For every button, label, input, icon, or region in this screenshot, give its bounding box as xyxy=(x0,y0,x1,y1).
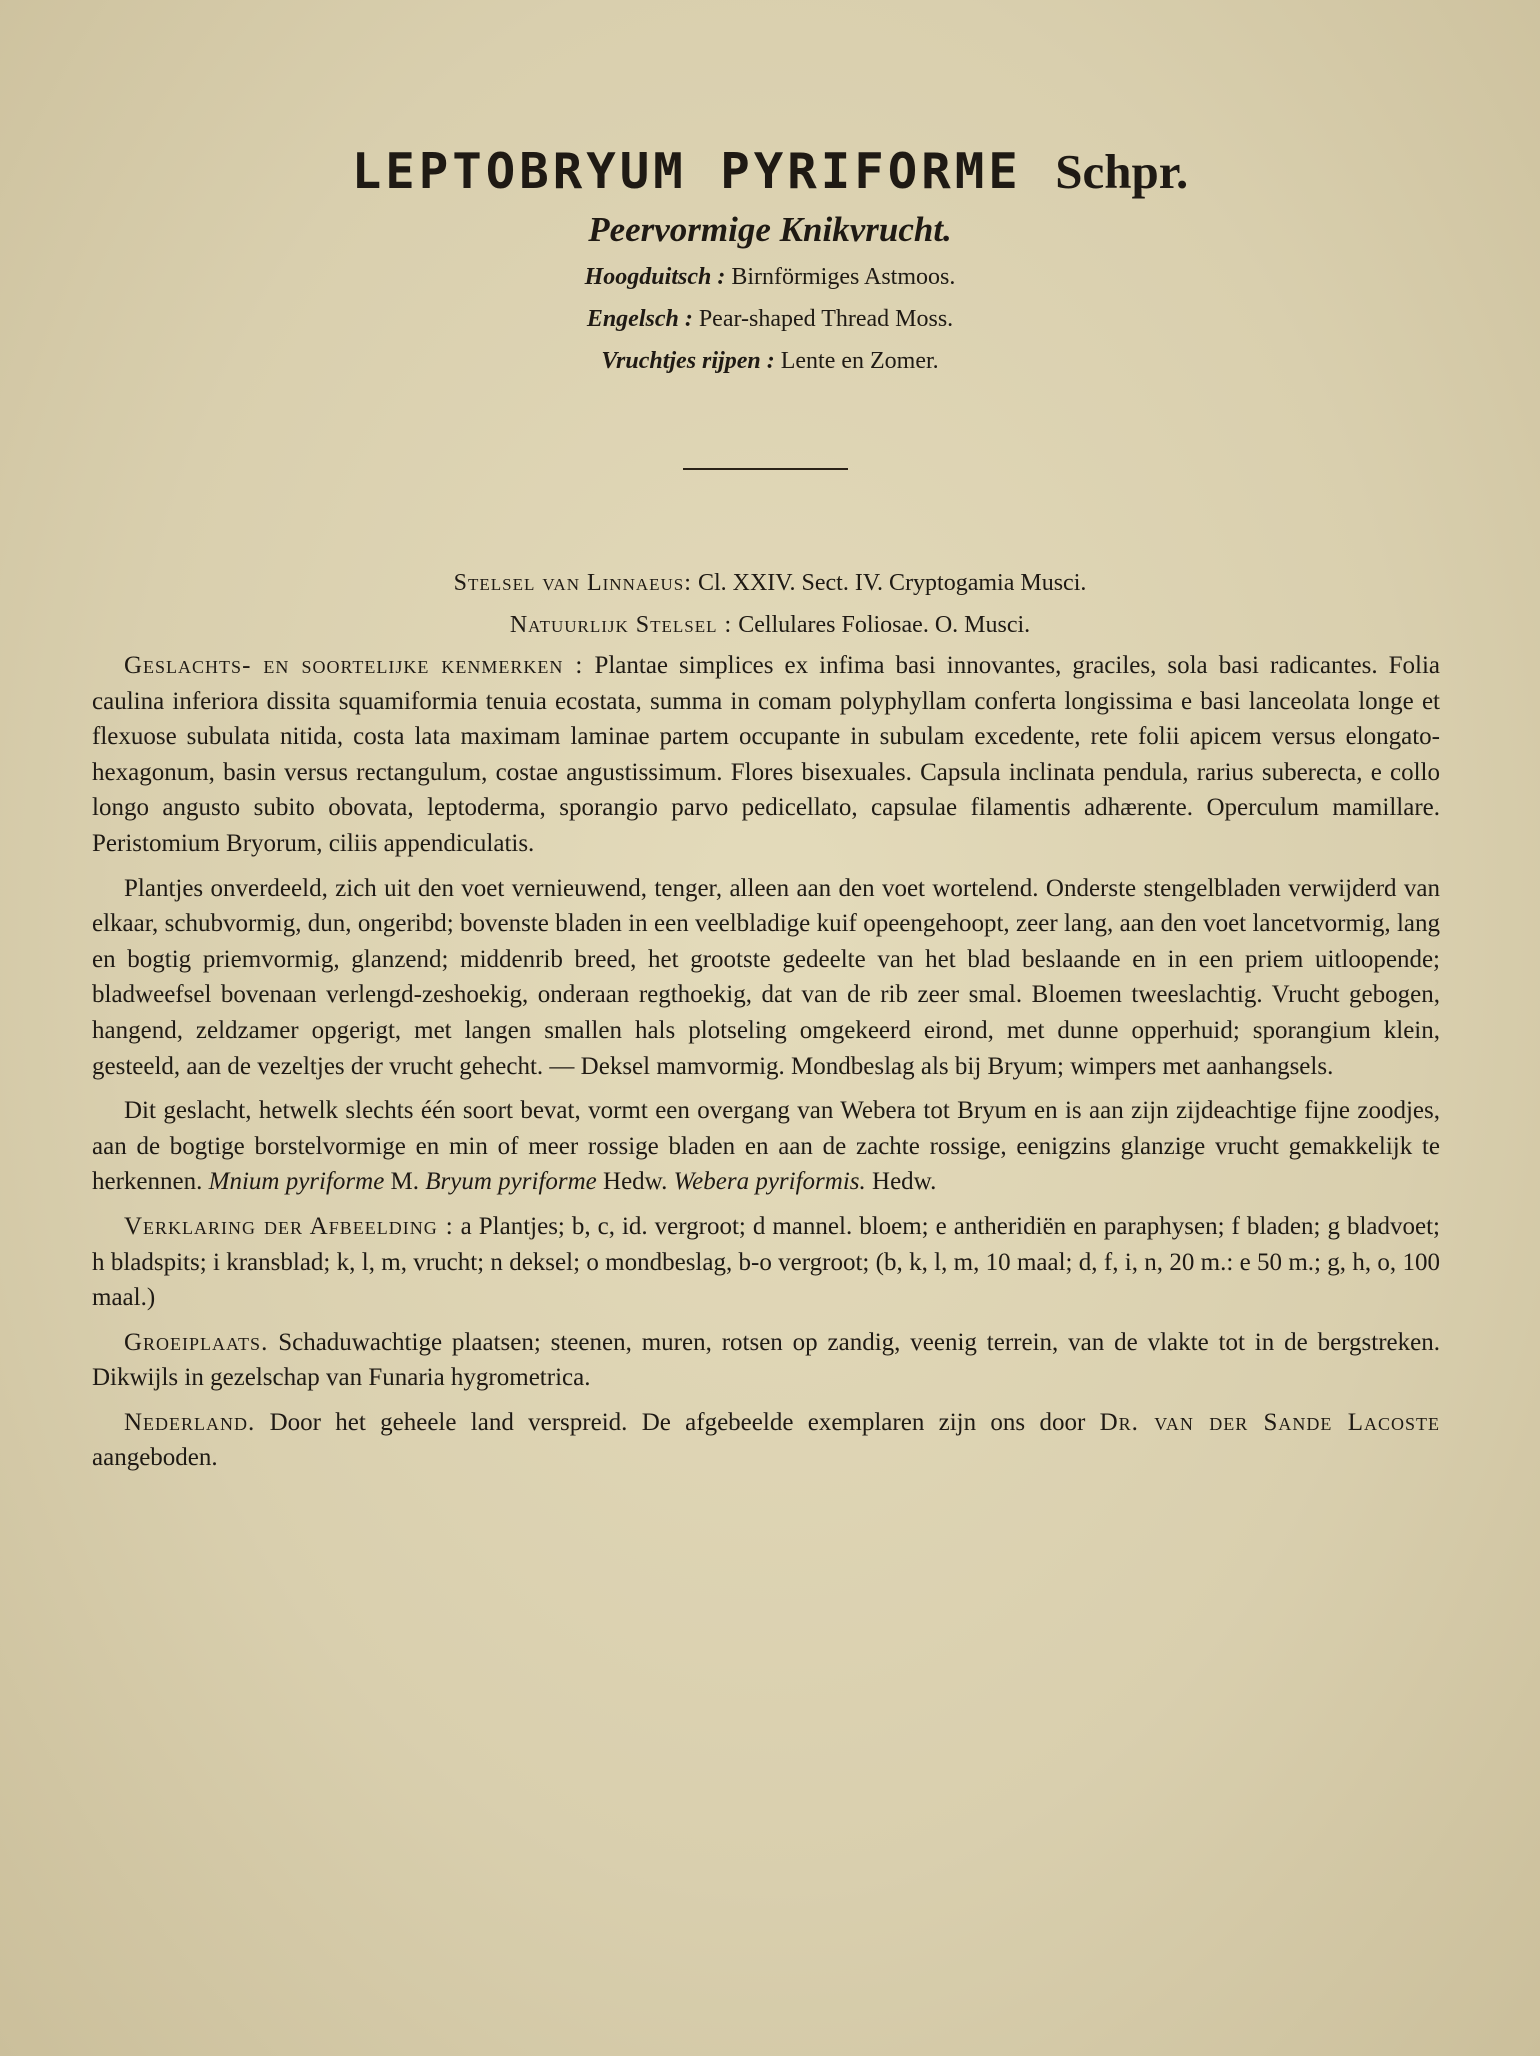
genus-note-paragraph xyxy=(92,1093,1440,1200)
figure-explanation-paragraph xyxy=(92,1209,1440,1316)
linnaeus-line xyxy=(0,562,1540,604)
species-author: Schpr. xyxy=(1055,144,1189,199)
section-label: Geslachts- en soortelijke kenmerken : xyxy=(124,652,584,679)
page-header xyxy=(0,140,1540,382)
collector-name: Dr. van der Sande Lacoste xyxy=(1099,1408,1440,1436)
fruiting-season xyxy=(0,340,1540,382)
dutch-name: Peervormige Knikvrucht. xyxy=(588,210,952,249)
section-text: Plantjes onverdeeld, zich uit den voet vernieuwend, tenger, alleen aan den voet wortelend. Onderste stengelbladen verwijderd van elkaar, schubvormig, dun, ongeribd; bovenste bladen in een veelbladige kuif opeengehoopt, zeer lang, aan den voet lancetvormig, lang en bogtig priemvormig, glanzend; middenrib breed, het grootste gedeelte van het blad beslaande en in een priem uitloopende; bladweefsel bovenaan verlengd-zeshoekig, onderaan regthoekig, dat van de rib zeer smal. Bloemen tweeslachtig. Vrucht gebogen, hangend, zeldzamer opgerigt, met langen smallen hals plotseling omgekeerd eirond, met dunne opperhuid; sporangium klein, gesteeld, aan de vezeltjes der vrucht gehecht. — Deksel mamvormig. Mondbeslag als bij Bryum; wimpers met aanhangsels. xyxy=(92,874,1440,1080)
section-label: Nederland. xyxy=(124,1408,256,1436)
description-body xyxy=(92,648,1440,1485)
linnaeus-value: Cl. XXIV. Sect. IV. Cryptogamia Musci. xyxy=(697,570,1087,596)
habitat-paragraph xyxy=(92,1325,1440,1396)
natural-system-label: Natuurlijk Stelsel : xyxy=(509,612,733,638)
latin-characters-paragraph xyxy=(92,648,1440,862)
natural-system-line xyxy=(0,604,1540,646)
vernacular-label: Hoogduitsch : xyxy=(584,264,726,290)
section-label: Verklaring der Afbeelding : xyxy=(124,1212,454,1240)
vernacular-value: Lente en Zomer. xyxy=(780,348,939,374)
synonym: Webera pyriformis. xyxy=(673,1168,866,1196)
linnaeus-label: Stelsel van Linnaeus: xyxy=(453,570,692,596)
vernacular-value: Birnförmiges Astmoos. xyxy=(731,264,956,290)
section-text: Door het geheele land verspreid. De afgebeelde exemplaren zijn ons door xyxy=(269,1408,1086,1436)
classification-block xyxy=(0,562,1540,646)
section-text: Plantae simplices ex infima basi innovantes, graciles, sola basi radicantes. Folia caulina inferiora dissita squamiformia tenuia ecostata, summa in comam polyphyllam conferta longissima e basi lanceolata longe et flexuose subulata nitida, costa lata maximam laminae partem occupante in subulam excedente, rete folii apicem versus elongato-hexagonum, basin versus rectangulum, costae angustissimum. Flores bisexuales. Capsula inclinata pendula, rarius suberecta, e collo longo angusto subito obovata, leptoderma, sporangio parvo pedicellato, capsulae filamentis adhærente. Operculum mamillare. Peristomium Bryorum, ciliis appendiculatis. xyxy=(92,652,1441,857)
vernacular-label: Engelsch : xyxy=(586,306,693,332)
synonym: Mnium pyriforme xyxy=(208,1168,385,1196)
section-text: Dit geslacht, hetwelk slechts één soort bevat, vormt een overgang van Webera tot Bryum en is aan zijn zijdeachtige fijne zoodjes, aan de bogtige borstelvormige en min of meer rossige bladen en aan de zachte rossige, eenigzins glanzige vrucht gemakkelijk te herkennen. xyxy=(92,1097,1440,1196)
vernacular-label: Vruchtjes rijpen : xyxy=(601,348,775,374)
synonym-author: M. xyxy=(390,1168,420,1196)
section-text: a Plantjes; b, c, id. vergroot; d mannel. bloem; e antheridiën en paraphysen; f bladen; g bladvoet; h bladspits; i kransblad; k, l, m, vrucht; n deksel; o mondbeslag, b-o vergroot; (b, k, l, m, 10 maal; d, f, i, n, 20 m.: e 50 m.; g, h, o, 100 maal.) xyxy=(92,1212,1440,1312)
natural-system-value: Cellulares Foliosae. O. Musci. xyxy=(738,612,1031,638)
vernacular-english xyxy=(0,298,1540,340)
distribution-paragraph xyxy=(92,1405,1440,1476)
section-text: aangeboden. xyxy=(92,1444,218,1472)
divider-rule xyxy=(683,468,848,470)
section-label: Groeiplaats. xyxy=(124,1328,269,1356)
synonym-author: Hedw. xyxy=(872,1168,937,1196)
synonym: Bryum pyriforme xyxy=(425,1168,597,1196)
section-text: Schaduwachtige plaatsen; steenen, muren, rotsen op zandig, veenig terrein, van de vlakte tot in de bergstreken. Dikwijls in gezelschap van Funaria hygrometrica. xyxy=(92,1328,1440,1392)
species-title xyxy=(0,140,1540,204)
vernacular-german xyxy=(0,256,1540,298)
dutch-description-paragraph xyxy=(92,871,1440,1085)
synonym-author: Hedw. xyxy=(603,1168,668,1196)
vernacular-value: Pear-shaped Thread Moss. xyxy=(698,306,954,332)
species-name: LEPTOBRYUM PYRIFORME xyxy=(351,143,1022,200)
